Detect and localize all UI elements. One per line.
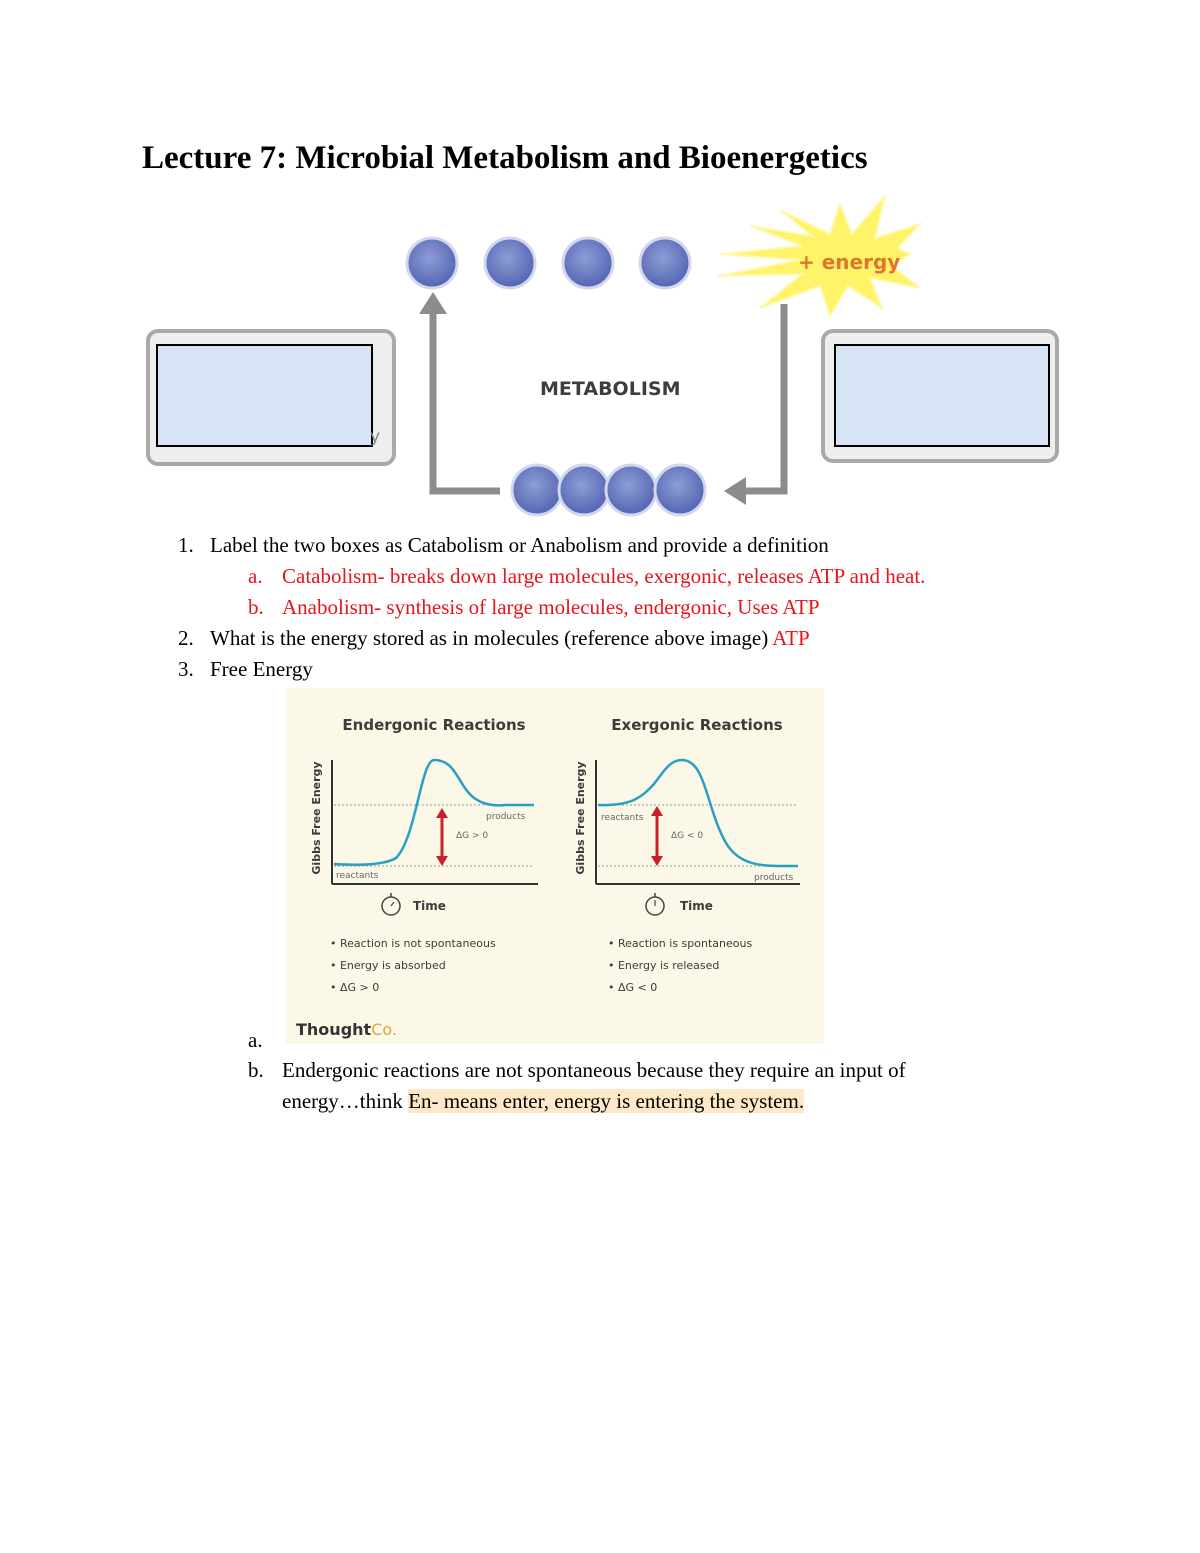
question-1 [178,531,829,559]
page-title: Lecture 7: Microbial Metabolism and Bioenergetics [142,140,868,176]
answer-text: Catabolism- breaks down large molecules, exergonic, releases ATP and heat. [282,564,926,588]
highlighted-text: En- means enter, energy is entering the system. [408,1089,805,1113]
box-stray-char: y [370,427,381,447]
answer-anabolism [248,593,820,621]
question-number: 2. [178,626,194,650]
y-axis-label: Gibbs Free Energy [574,761,587,875]
free-energy-figure [286,688,824,1044]
answer-text: Anabolism- synthesis of large molecules, endergonic, Uses ATP [282,595,820,619]
question-2 [178,624,810,652]
answer-catabolism [248,562,926,590]
separated-molecules [407,238,690,288]
answer-letter: b. [248,595,264,619]
delta-label: ΔG > 0 [456,831,489,841]
question-number: 1. [178,533,194,557]
bullet: • Energy is absorbed [330,959,446,972]
logo-suffix: Co. [371,1020,397,1039]
sub-b-line-1: Endergonic reactions are not spontaneous because they require an input of [282,1058,906,1082]
endergonic-title: Endergonic Reactions [342,716,526,734]
energy-label: + energy [798,250,901,274]
linked-molecules [512,465,705,515]
question-text: What is the energy stored as in molecules (reference above image) [210,626,769,650]
bullet: • ΔG > 0 [330,981,380,994]
metabolism-figure [140,196,1065,526]
bullet: • Reaction is not spontaneous [330,937,496,950]
cycle-arrow-right [745,304,784,491]
lower-label: products [754,873,794,883]
exergonic-title: Exergonic Reactions [611,716,783,734]
thoughtco-logo [296,1020,397,1039]
question-text-with-answer [210,624,810,652]
x-axis-label: Time [413,899,446,913]
bullet: • Energy is released [608,959,720,972]
answer-letter: a. [248,564,263,588]
arrow-head-up [419,292,447,314]
sub-letter: a. [248,1028,263,1052]
sub-item-b [248,1056,906,1084]
left-empty-box [148,331,394,464]
question-3 [178,655,313,683]
sub-letter: b. [248,1058,264,1082]
right-empty-box [823,331,1057,461]
question-text: Free Energy [210,657,313,681]
sub-b-text: energy…think [282,1089,409,1113]
delta-label: ΔG < 0 [671,831,704,841]
metabolism-label: METABOLISM [540,378,681,400]
question-number: 3. [178,657,194,681]
logo-main: Thought [296,1020,372,1039]
x-axis-label: Time [680,899,713,913]
upper-label: products [486,812,526,822]
bullet: • Reaction is spontaneous [608,937,753,950]
sub-item-a [248,1026,263,1054]
arrow-head-left [724,477,746,505]
sub-b-line-2 [282,1087,804,1115]
energy-starburst-icon [718,196,920,316]
y-axis-label: Gibbs Free Energy [310,761,323,875]
answer-atp: ATP [772,626,810,650]
lower-label: reactants [336,871,379,881]
bullet: • ΔG < 0 [608,981,658,994]
cycle-arrow-left [433,311,500,491]
question-text: Label the two boxes as Catabolism or Anabolism and provide a definition [210,533,829,557]
upper-label: reactants [601,813,644,823]
